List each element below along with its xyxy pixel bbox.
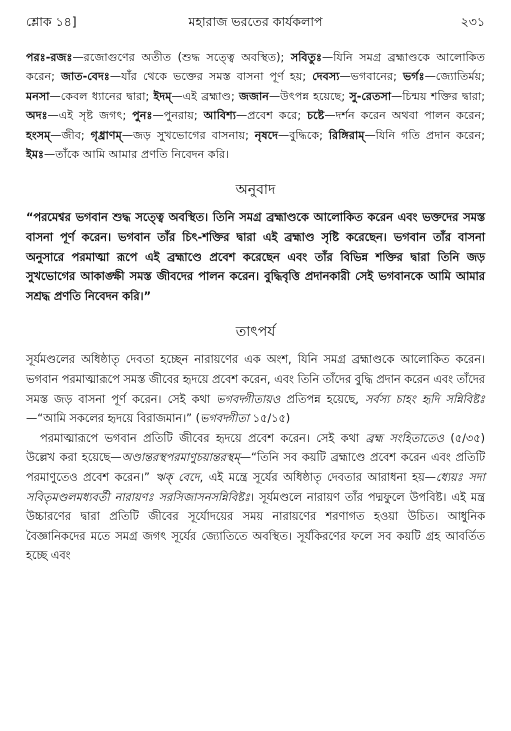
synonym-term: অদঃ [26, 109, 48, 123]
synonym-meaning: —জড় সুখভোগের বাসনায়; [121, 128, 255, 142]
synonym-term: গৃধ্রাণম্ [90, 128, 122, 142]
text-run: , এই মন্ত্রে সূর্যের অধিষ্ঠাতৃ দেবতার আরাধনা হয়— [199, 470, 436, 484]
synonym-meaning: —তাঁকে আমি আমার প্রণতি নিবেদন করি। [44, 148, 230, 162]
text-run: (৫/৩৫) উল্লেখ করা হয়েছে— [26, 431, 485, 465]
synonym-meaning: —এই ব্রহ্মাণ্ড; [171, 89, 240, 103]
synonym-meaning: —যিনি সমগ্র ব্রহ্মাণ্ডকে আলোকিত করেন; [26, 51, 486, 84]
text-run: —“তিনি সব কয়টি ব্রহ্মাণ্ডে প্রবেশ করেন এবং প্রতিটি পরমাণুতেও প্রবেশ করেন।” [26, 451, 485, 484]
synonym-term: পরঃ-রজঃ [26, 51, 73, 64]
synonym-meaning: —বুদ্ধিকে; [278, 128, 329, 142]
synonym-meaning: —পুনরায়; [152, 109, 204, 123]
purport-paragraph [26, 350, 485, 428]
synonym-term: ইমঃ [26, 148, 44, 162]
purport-text [26, 350, 485, 566]
book-title: ভগবদ্গীতায়ও [216, 392, 281, 406]
synonym-meaning: —কেবল ধ্যানের দ্বারা; [49, 89, 154, 103]
synonym-term: হংসম্ [26, 128, 51, 142]
translation-heading: অনুবাদ [235, 182, 276, 199]
synonym-meaning: —যিনি গতি প্রদান করেন; [364, 128, 485, 142]
sanskrit-quote: ধ্যেয়ঃ সদা সবিতৃমণ্ডলমধ্যবর্তী নারায়ণঃ সরসিজাসনসন্নিবিষ্টঃ [26, 470, 486, 504]
purport-heading: তাৎপর্য [235, 324, 276, 341]
synonym-term: রিঙ্গিরাম্ [328, 128, 365, 142]
synonym-term: দেবস্য [312, 70, 340, 84]
synonym-term: ভর্গঃ [402, 70, 425, 84]
sanskrit-quote: অণ্ডান্তরস্থপরমাণুচয়ান্তরস্থম্ [121, 451, 240, 465]
synonym-term: পুনঃ [132, 109, 153, 123]
synonym-term: আবিশ্য [203, 109, 236, 123]
chapter-title: মহারাজ ভরতের কার্যকলাপ [188, 14, 323, 29]
text-run: পরমাত্মারূপে ভগবান প্রতিটি জীবের হৃদয়ে প্রবেশ করেন। সেই কথা [40, 431, 366, 445]
verse-reference: শ্লোক ১৪] [26, 14, 77, 29]
synonym-meaning: —রজোগুণের অতীত (শুদ্ধ সত্ত্বে অবস্থিত); [72, 51, 291, 64]
synonym-meaning: —জ্যোতির্ময়; [424, 70, 485, 84]
page-number: ২৩১ [460, 14, 485, 29]
synonym-meaning: —জীব; [50, 128, 91, 142]
synonym-meaning: —ভগবানের; [339, 70, 403, 84]
sanskrit-quote: সর্বস্য চাহং হৃদি সন্নিবিষ্টঃ [364, 392, 485, 406]
synonym-term: জাত-বেদঃ [60, 70, 110, 84]
synonym-meaning: —এই সৃষ্ট জগৎ; [47, 109, 133, 123]
synonym-term: জজান [239, 89, 269, 103]
synonym-meaning: —যাঁর থেকে ভক্তের সমস্ত বাসনা পূর্ণ হয়; [109, 70, 313, 84]
text-run: ১৫/১৫) [249, 412, 291, 426]
synonym-meaning: —উৎপন্ন হয়েছে; [268, 89, 350, 103]
text-run: সূর্যমণ্ডলের অধিষ্ঠাতৃ দেবতা হচ্ছেন নারায়ণের এক অংশ, যিনি সমগ্র ব্রহ্মাণ্ডকে আলোকিত করেন। ভগবান পরমাত্মারূপে সমস্ত জীবের হৃদয়ে প্রবেশ করেন, এবং তিনি তাঁদের বুদ্ধি প্রদান করেন এবং তাঁদের সমস্ত জড় বাসনা পূর্ণ করেন। সেই কথা [26, 353, 485, 406]
synonym-term: সবিতুঃ [290, 51, 323, 64]
text-run: —“আমি সকলের হৃদয়ে বিরাজমান।” ( [26, 412, 201, 426]
book-title: ভগবদ্গীতা [200, 412, 250, 426]
text-run: । সূর্যমণ্ডলে নারায়ণ তাঁর পদ্মফুলে উপবিষ্ট। এই মন্ত্র উচ্চারণের দ্বারা প্রতিটি জীবের সূর্যোদয়ের সময় নারায়ণের শরণাগত হওয়া উচিত। আধুনিক বৈজ্ঞানিকদের মতে সমগ্র জগৎ সূর্যের জ্যোতিতে অবস্থিত। সূর্যকিরণের ফলে সব কয়টি গ্রহ আবর্তিত হচ্ছে এবং [26, 490, 485, 563]
running-header [26, 14, 485, 34]
synonym-meaning: —চিন্ময় শক্তির দ্বারা; [391, 89, 486, 103]
synonym-term: চষ্টে [307, 109, 325, 123]
text-run: প্রতিপন্ন হয়েছে, [280, 392, 365, 406]
synonym-term: নৃষদে [254, 128, 278, 142]
synonym-term: সু-রেতসা [349, 89, 392, 103]
book-title: ঋক্ বেদে [155, 470, 200, 484]
synonym-meaning: —দর্শন করেন অথবা পালন করেন; [324, 109, 485, 123]
synonym-meaning: —প্রবেশ করে; [236, 109, 308, 123]
book-title: ব্রহ্ম সংহিতাতেও [365, 431, 444, 445]
translation-text: “পরমেশ্বর ভগবান শুদ্ধ সত্ত্বে অবস্থিত। তিনি সমগ্র ব্রহ্মাণ্ডকে আলোকিত করেন এবং ভক্তদের সমস্ত বাসনা পূর্ণ করেন। ভগবান তাঁর চিৎ-শক্তির দ্বারা এই ব্রহ্মাণ্ড সৃষ্টি করেছেন। ভগবান তাঁর বাসনা অনুসারে পরমাত্মা রূপে এই ব্রহ্মাণ্ডে প্রবেশ করেছেন এবং তাঁর বিভিন্ন শক্তির দ্বারা তিনি জড় সুখভোগের আকাঙ্ক্ষী সমস্ত জীবদের পালন করেন। বুদ্ধিবৃত্তি প্রদানকারী সেই ভগবানকে আমি আমার সশ্রদ্ধ প্রণতি নিবেদন করি।” [26, 211, 485, 303]
purport-paragraph [26, 429, 485, 566]
synonym-term: মনসা [26, 89, 50, 103]
synonym-term: ইদম্ [153, 89, 172, 103]
word-for-word-synonyms [26, 48, 485, 164]
